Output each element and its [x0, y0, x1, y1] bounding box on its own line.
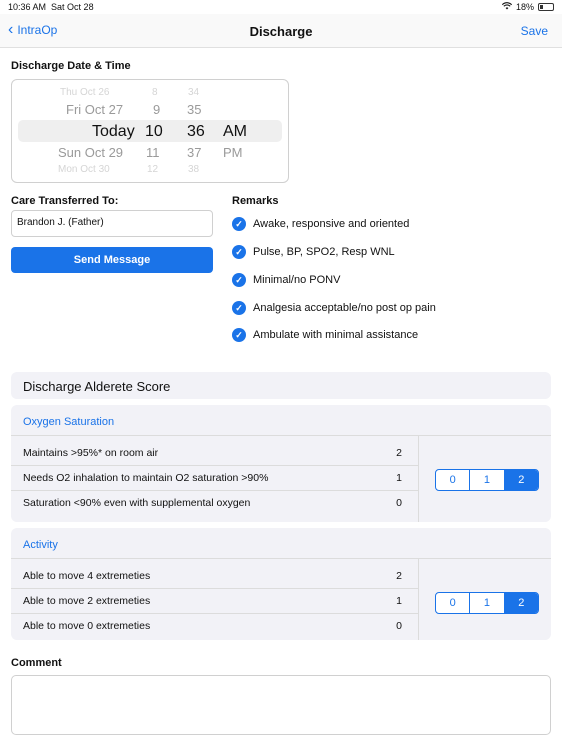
criterion-row — [11, 564, 418, 589]
criterion-points: 0 — [396, 620, 402, 632]
datetime-picker[interactable] — [11, 79, 289, 183]
remark-label: Pulse, BP, SPO2, Resp WNL — [253, 246, 395, 258]
picker-ampm: AM — [223, 123, 247, 140]
score-option-2[interactable]: 2 — [505, 470, 538, 490]
picker-minute: 38 — [188, 164, 200, 175]
card-title: Oxygen Saturation — [23, 416, 115, 428]
score-option-0[interactable]: 0 — [436, 593, 470, 613]
page-title: Discharge — [249, 24, 313, 39]
status-bar — [0, 0, 562, 14]
wifi-icon — [502, 2, 512, 12]
picker-row-selected[interactable] — [12, 123, 288, 143]
picker-day: Fri Oct 27 — [66, 102, 124, 117]
picker-ampm: PM — [223, 145, 243, 160]
criterion-points: 2 — [396, 447, 402, 459]
remark-label: Minimal/no PONV — [253, 274, 341, 286]
remark-item[interactable] — [232, 245, 395, 259]
picker-hour: 10 — [145, 123, 163, 140]
remark-label: Awake, responsive and oriented — [253, 218, 410, 230]
status-indicators — [502, 2, 554, 12]
checkmark-icon: ✓ — [232, 273, 246, 287]
remark-label: Ambulate with minimal assistance — [253, 329, 419, 341]
criterion-row — [11, 491, 418, 516]
picker-minute: 37 — [187, 145, 202, 160]
score-option-1[interactable]: 1 — [470, 470, 504, 490]
score-option-2[interactable]: 2 — [505, 593, 538, 613]
checkmark-icon: ✓ — [232, 328, 246, 342]
criterion-label: Able to move 0 extremeties — [23, 620, 151, 632]
alderete-score-header: Discharge Alderete Score — [11, 372, 551, 399]
comment-label: Comment — [11, 657, 62, 669]
criterion-points: 2 — [396, 570, 402, 582]
picker-day: Mon Oct 30 — [58, 164, 110, 175]
remark-item[interactable] — [232, 273, 340, 287]
card-title: Activity — [23, 539, 58, 551]
criterion-row — [11, 589, 418, 614]
remark-item[interactable] — [232, 301, 436, 315]
remarks-label: Remarks — [232, 195, 279, 207]
criterion-label: Needs O2 inhalation to maintain O2 saturation >90% — [23, 472, 269, 484]
picker-hour: 9 — [153, 102, 161, 117]
activity-card — [11, 528, 551, 640]
picker-row[interactable] — [12, 145, 288, 165]
comment-textarea[interactable] — [11, 675, 551, 735]
oxygen-score-segmented-control[interactable] — [435, 469, 539, 491]
criterion-points: 0 — [396, 497, 402, 509]
remark-item[interactable] — [232, 217, 409, 231]
send-message-button[interactable]: Send Message — [11, 247, 213, 273]
criterion-label: Saturation <90% even with supplemental oxygen — [23, 497, 251, 509]
picker-row[interactable] — [12, 102, 288, 122]
save-button[interactable]: Save — [520, 24, 548, 38]
back-label: IntraOp — [17, 23, 58, 37]
picker-row[interactable] — [12, 164, 288, 183]
divider — [418, 559, 419, 640]
picker-day: Today — [92, 123, 135, 140]
activity-score-segmented-control[interactable] — [435, 592, 539, 614]
criterion-row — [11, 466, 418, 491]
picker-hour: 12 — [147, 164, 159, 175]
picker-hour: 8 — [152, 87, 158, 98]
battery-icon — [538, 3, 554, 11]
checkmark-icon: ✓ — [232, 217, 246, 231]
criterion-label: Able to move 2 extremeties — [23, 595, 151, 607]
chevron-left-icon: ‹ — [8, 21, 14, 38]
status-time-date: 10:36 AM Sat Oct 28 — [8, 2, 94, 12]
divider — [11, 435, 551, 436]
divider — [11, 558, 551, 559]
criterion-points: 1 — [396, 595, 402, 607]
oxygen-saturation-card — [11, 405, 551, 522]
criterion-points: 1 — [396, 472, 402, 484]
score-option-1[interactable]: 1 — [470, 593, 504, 613]
navigation-bar — [0, 14, 562, 48]
battery-percent: 18% — [515, 2, 534, 12]
remark-label: Analgesia acceptable/no post op pain — [253, 302, 436, 314]
criterion-label: Able to move 4 extremeties — [23, 570, 151, 582]
discharge-datetime-label: Discharge Date & Time — [11, 60, 131, 72]
criterion-label: Maintains >95%* on room air — [23, 447, 159, 459]
remark-item[interactable] — [232, 328, 418, 342]
picker-minute: 34 — [188, 87, 200, 98]
divider — [418, 436, 419, 522]
care-transferred-input[interactable]: Brandon J. (Father) — [11, 210, 213, 237]
picker-minute: 35 — [187, 102, 202, 117]
criterion-row — [11, 614, 418, 639]
picker-minute: 36 — [187, 123, 205, 140]
criterion-row — [11, 441, 418, 466]
picker-day: Sun Oct 29 — [58, 145, 124, 160]
care-transferred-label: Care Transferred To: — [11, 195, 119, 207]
picker-day: Thu Oct 26 — [60, 87, 110, 98]
picker-hour: 11 — [146, 145, 160, 160]
checkmark-icon: ✓ — [232, 245, 246, 259]
checkmark-icon: ✓ — [232, 301, 246, 315]
score-option-0[interactable]: 0 — [436, 470, 470, 490]
